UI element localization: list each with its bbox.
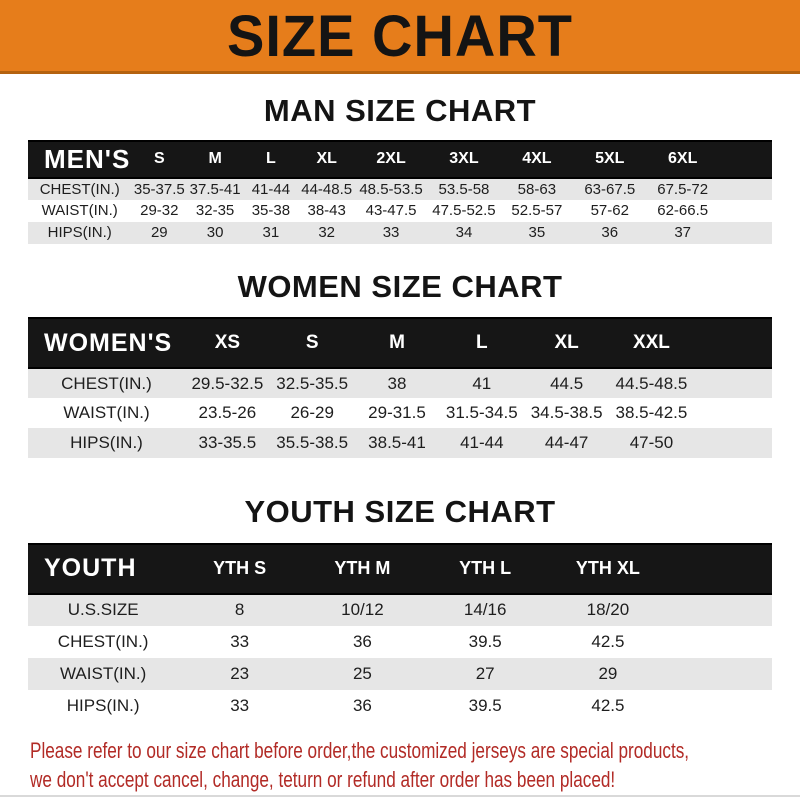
men-value-cell: 43-47.5 [365,202,417,220]
women-value-cell: 31.5-34.5 [445,403,518,423]
youth-row-label-cell: HIPS(IN.) [66,695,140,715]
women-value-cell: 38 [387,373,407,393]
men-value-cell: 29 [150,224,168,242]
men-size-table-container [0,140,800,244]
women-row-spacer-cell [694,368,772,398]
youth-section-title: YOUTH SIZE CHART [244,494,556,530]
youth-size-column-header: YTH L [424,544,547,594]
men-value-cell: 35-37.5 [133,180,185,198]
women-header-spacer-cell [694,318,772,368]
youth-size-column-header: YTH M [301,544,424,594]
youth-row-spacer-cell [669,658,772,690]
men-value-cell: 29-32 [140,202,179,220]
women-row-spacer-cell [694,398,772,428]
women-row-label-cell: CHEST(IN.) [61,373,152,393]
women-size-column-header: S [270,318,355,368]
youth-value-cell: 14/16 [463,600,507,620]
men-size-table [28,140,772,244]
youth-value-cell: 27 [475,663,495,683]
women-value-cell: 29-31.5 [368,403,426,423]
men-value-cell: 33 [382,224,400,242]
men-value-cell: 31 [262,224,280,242]
youth-value-cell: 25 [352,663,372,683]
youth-value-cell: 39.5 [468,695,502,715]
banner-title: SIZE CHART [227,2,573,69]
women-size-column-header: XXL [609,318,694,368]
men-value-cell: 38-43 [307,202,346,220]
women-size-table [28,317,772,458]
youth-value-cell: 33 [230,695,250,715]
men-size-column-header: 2XL [355,141,428,178]
youth-row-spacer-cell [669,594,772,626]
men-value-cell: 47.5-52.5 [432,202,496,220]
men-size-column-header: M [187,141,243,178]
women-value-cell: 34.5-38.5 [530,403,603,423]
men-value-cell: 48.5-53.5 [359,180,423,198]
youth-group-label: YOUTH [28,544,178,594]
youth-value-cell: 42.5 [591,631,625,651]
men-size-column-header: 4XL [500,141,573,178]
youth-value-cell: 33 [230,631,250,651]
youth-row-spacer-cell [669,626,772,658]
men-value-cell: 63-67.5 [584,180,636,198]
women-value-cell: 41 [472,373,492,393]
men-row-label-cell: WAIST(IN.) [41,202,118,220]
men-row-spacer-cell [719,222,772,244]
women-row-label-cell: WAIST(IN.) [63,403,150,423]
men-size-column-header: S [131,141,187,178]
men-value-cell: 58-63 [517,180,557,198]
men-table-row [28,222,772,244]
men-size-column-header: 5XL [573,141,646,178]
youth-size-table-container [0,543,800,722]
men-value-cell: 32 [318,224,336,242]
men-header-row [28,141,772,178]
women-header-row [28,318,772,368]
youth-table-row [28,690,772,722]
youth-size-column-header: YTH XL [547,544,670,594]
men-header-spacer-cell [719,141,772,178]
women-size-column-header: L [439,318,524,368]
youth-table-row [28,658,772,690]
men-value-cell: 41-44 [251,180,291,198]
men-table-row [28,178,772,200]
women-value-cell: 41-44 [460,433,504,453]
youth-row-label-cell: U.S.SIZE [67,600,139,620]
women-value-cell: 44.5 [550,373,584,393]
bottom-divider [0,795,800,797]
women-size-column-header: M [355,318,440,368]
youth-value-cell: 23 [230,663,250,683]
women-row-spacer-cell [694,428,772,458]
women-section-title: WOMEN SIZE CHART [237,268,563,304]
men-size-column-header: 6XL [646,141,719,178]
women-table-row [28,428,772,458]
women-value-cell: 23.5-26 [198,403,257,423]
men-value-cell: 30 [206,224,224,242]
youth-table-row [28,626,772,658]
men-row-spacer-cell [719,178,772,200]
size-chart-banner [0,0,800,74]
youth-row-label-cell: WAIST(IN.) [60,663,147,683]
women-value-cell: 38.5-42.5 [615,403,688,423]
youth-size-table [28,543,772,722]
men-value-cell: 44-48.5 [301,180,353,198]
women-value-cell: 44.5-48.5 [615,373,688,393]
youth-table-row [28,594,772,626]
men-value-cell: 62-66.5 [657,202,709,220]
women-value-cell: 26-29 [290,403,334,423]
youth-row-spacer-cell [669,690,772,722]
women-value-cell: 35.5-38.5 [276,433,349,453]
women-table-row [28,368,772,398]
youth-value-cell: 18/20 [586,600,630,620]
women-group-label: WOMEN'S [28,318,185,368]
youth-value-cell: 10/12 [341,600,384,620]
men-value-cell: 53.5-58 [438,180,490,198]
women-value-cell: 32.5-35.5 [276,373,349,393]
women-size-column-header: XS [185,318,270,368]
youth-value-cell: 39.5 [468,631,502,651]
women-table-row [28,398,772,428]
men-size-column-header: L [243,141,299,178]
men-value-cell: 37 [674,224,692,242]
women-value-cell: 38.5-41 [368,433,426,453]
men-value-cell: 36 [601,224,619,242]
youth-header-row [28,544,772,594]
men-row-label-cell: CHEST(IN.) [39,180,120,198]
women-value-cell: 29.5-32.5 [191,373,264,393]
men-value-cell: 35-38 [251,202,291,220]
men-value-cell: 57-62 [590,202,629,220]
men-group-label: MEN'S [28,141,131,178]
youth-value-cell: 8 [234,600,245,620]
men-value-cell: 35 [528,224,546,242]
women-size-table-container [0,317,800,458]
women-row-label-cell: HIPS(IN.) [70,433,143,453]
women-value-cell: 33-35.5 [198,433,257,453]
men-row-spacer-cell [719,200,772,222]
disclaimer-line-1: Please refer to our size chart before order,the customized jerseys are special products, [30,737,690,763]
men-table-row [28,200,772,222]
women-size-column-header: XL [524,318,609,368]
men-value-cell: 37.5-41 [189,180,241,198]
youth-value-cell: 29 [598,663,618,683]
men-value-cell: 32-35 [195,202,235,220]
men-row-label-cell: HIPS(IN.) [47,224,112,242]
youth-value-cell: 36 [352,631,372,651]
disclaimer-line-2: we don't accept cancel, change, teturn or refund after order has been placed! [30,766,616,792]
youth-row-label-cell: CHEST(IN.) [57,631,149,651]
men-value-cell: 52.5-57 [511,202,563,220]
women-value-cell: 44-47 [544,433,589,453]
youth-value-cell: 36 [352,695,372,715]
men-value-cell: 67.5-72 [657,180,709,198]
men-size-column-header: 3XL [428,141,501,178]
youth-value-cell: 42.5 [591,695,625,715]
youth-size-column-header: YTH S [178,544,301,594]
men-section-title: MAN SIZE CHART [263,93,537,128]
youth-header-spacer-cell [669,544,772,594]
men-value-cell: 34 [455,224,473,242]
disclaimer [0,736,800,794]
women-value-cell: 47-50 [629,433,674,453]
men-size-column-header: XL [299,141,355,178]
